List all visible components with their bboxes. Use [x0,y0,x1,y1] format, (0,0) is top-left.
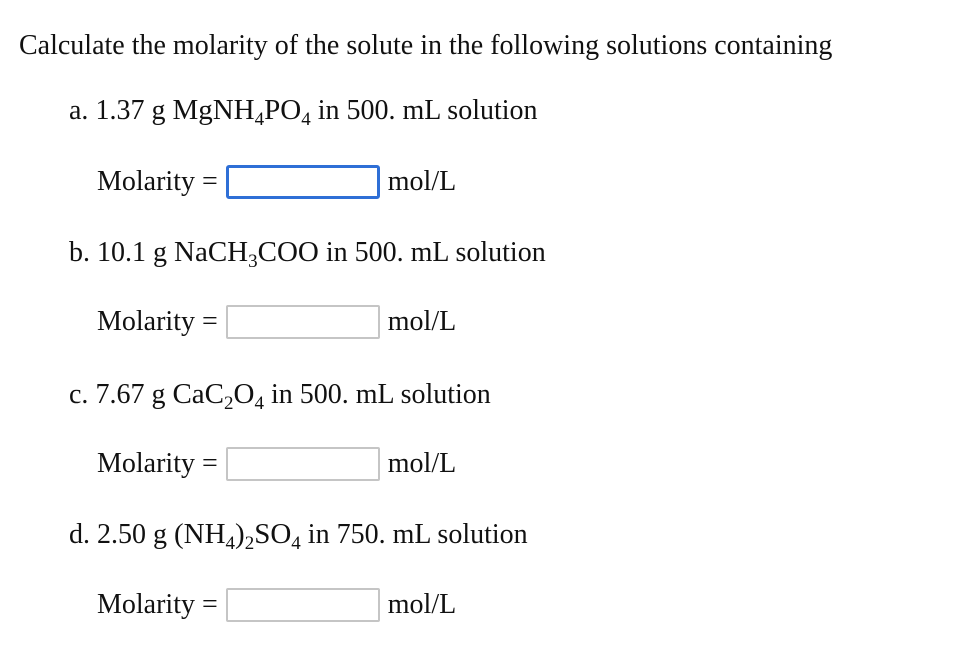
molarity-input-d[interactable] [226,588,380,622]
question-b [69,236,546,272]
formula-subscript: 2 [244,533,255,554]
molarity-label: Molarity = [97,306,218,337]
unit-label: mol/L [387,166,457,197]
question-d [69,518,528,554]
answer-row-c [97,444,456,484]
chemical-formula [172,378,264,414]
molarity-label: Molarity = [97,448,218,479]
formula-subscript: 3 [248,251,258,272]
chemical-formula [174,518,301,554]
solute-mass: 2.50 g [97,519,167,550]
molarity-label: Molarity = [97,166,218,197]
solute-mass: 7.67 g [95,379,166,410]
chemical-formula [174,236,319,272]
part-letter: a. [69,95,89,126]
part-letter: c. [69,379,89,410]
formula-part: MgNH [172,94,255,126]
formula-part: SO [254,518,292,550]
unit-label: mol/L [387,448,457,479]
answer-row-b [97,302,456,342]
solute-mass: 1.37 g [95,95,166,126]
formula-part: CaC [172,378,224,410]
formula-part: NaCH [174,236,249,268]
part-letter: d. [69,519,90,550]
formula-part: O [233,378,255,410]
solution-volume: in 750. mL solution [307,519,528,550]
formula-subscript: 4 [301,109,311,130]
formula-part: (NH [174,518,226,550]
chemical-formula [172,94,311,130]
formula-part: COO [257,236,319,268]
unit-label: mol/L [387,306,457,337]
solution-volume: in 500. mL solution [325,237,546,268]
formula-subscript: 4 [254,393,264,414]
formula-subscript: 2 [224,393,234,414]
unit-label: mol/L [387,589,457,620]
molarity-input-c[interactable] [226,447,380,481]
formula-part: PO [264,94,302,126]
solution-volume: in 500. mL solution [270,379,491,410]
formula-subscript: 4 [291,533,301,554]
question-a [69,94,538,130]
answer-row-d [97,585,456,625]
answer-row-a [97,162,456,202]
formula-part: ) [235,518,245,550]
molarity-label: Molarity = [97,589,218,620]
solute-mass: 10.1 g [97,237,167,268]
molarity-input-b[interactable] [226,305,380,339]
question-c [69,378,491,414]
solution-volume: in 500. mL solution [317,95,538,126]
formula-subscript: 4 [225,533,236,554]
formula-subscript: 4 [254,109,265,130]
molarity-input-a[interactable] [226,165,380,199]
part-letter: b. [69,237,90,268]
problem-prompt: Calculate the molarity of the solute in the following solutions containing [19,30,833,61]
